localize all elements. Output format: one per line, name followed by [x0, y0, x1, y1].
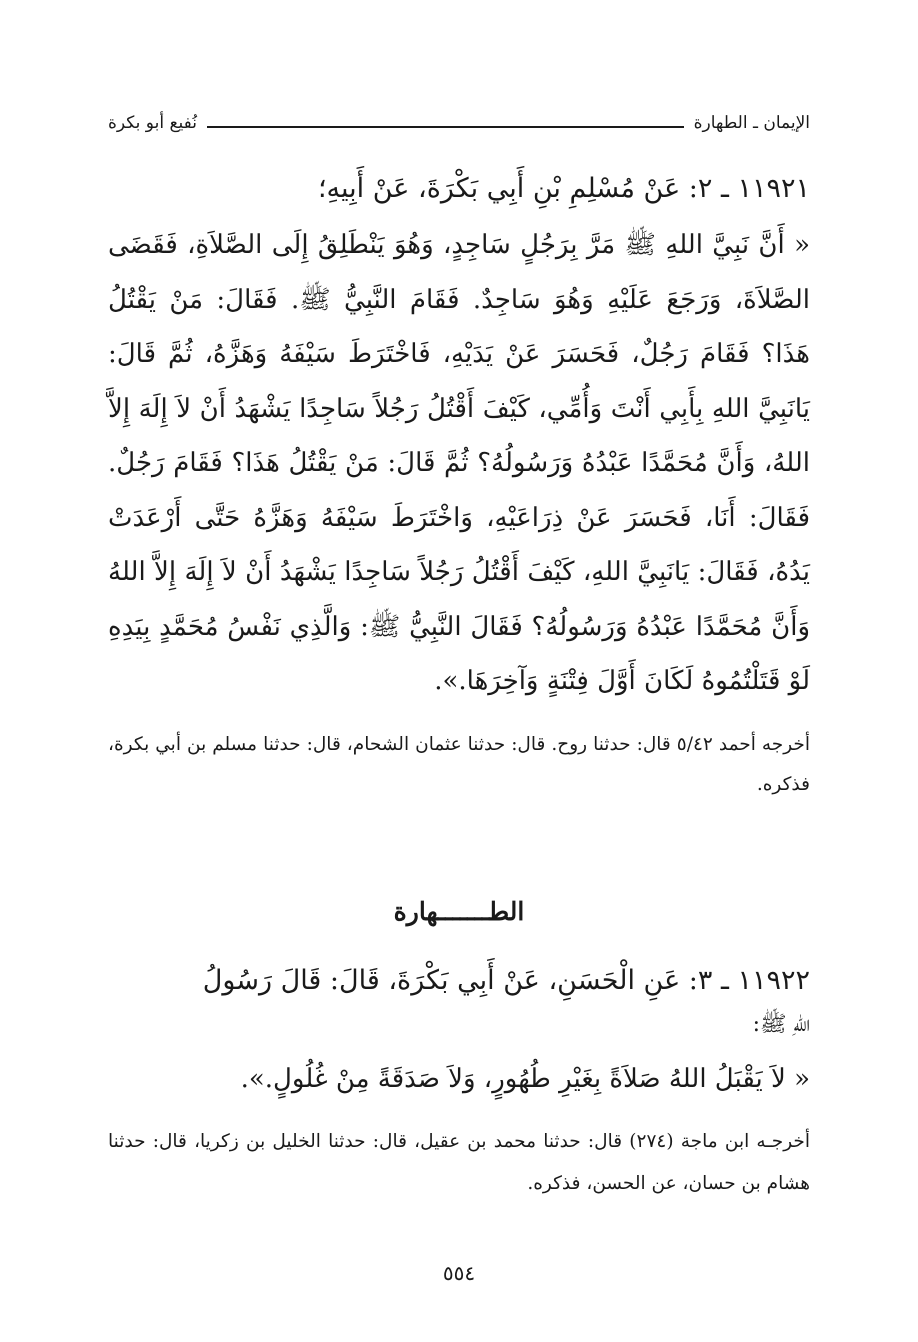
hadith-2-continuation: اللهِ ﷺ:	[752, 1011, 810, 1037]
header-rule	[207, 126, 684, 128]
hadith-1-matn: « أَنَّ نَبِيَّ اللهِ ﷺ مَرَّ بِرَجُلٍ سَاجِدٍ، وَهُوَ يَنْطَلِقُ إِلَى الصَّلاَةِ، فَقَضَى الصَّلاَةَ، وَرَجَعَ عَلَيْهِ وَهُوَ سَاجِدٌ. فَقَامَ النَّبِيُّ ﷺ. فَقَالَ: مَنْ يَقْتُلُ هَذَا؟ فَقَامَ رَجُلٌ، فَحَسَرَ عَنْ يَدَيْهِ، فَاخْتَرَطَ سَيْفَهُ وَهَزَّهُ، ثُمَّ قَالَ: يَانَبِيَّ اللهِ بِأَبِي أَنْتَ وَأُمِّي، كَيْفَ أَقْتُلُ رَجُلاً سَاجِدًا يَشْهَدُ أَنْ لاَ إِلَهَ إِلاَّ اللهُ، وَأَنَّ مُحَمَّدًا عَبْدُهُ وَرَسُولُهُ؟ ثُمَّ قَالَ: مَنْ يَقْتُلُ هَذَا؟ فَقَامَ رَجُلٌ. فَقَالَ: أَنَا، فَحَسَرَ عَنْ ذِرَاعَيْهِ، وَاخْتَرَطَ سَيْفَهُ وَهَزَّهُ حَتَّى أَرْعَدَتْ يَدُهُ، فَقَالَ: يَانَبِيَّ اللهِ، كَيْفَ أَقْتُلُ رَجُلاً سَاجِدًا يَشْهَدُ أَنْ لاَ إِلَهَ إِلاَّ اللهُ وَأَنَّ مُحَمَّدًا عَبْدُهُ وَرَسُولُهُ؟ فَقَالَ النَّبِيُّ ﷺ: وَالَّذِي نَفْسُ مُحَمَّدٍ بِيَدِهِ لَوْ قَتَلْتُمُوهُ لَكَانَ أَوَّلَ فِتْنَةٍ وَآخِرَهَا.».	[108, 230, 810, 696]
page-number: ٥٥٤	[442, 1261, 476, 1285]
running-header	[108, 108, 810, 138]
book-page	[108, 108, 810, 1205]
hadith-1-takhrij: أخرجه أحمد ٥/٤٢ قال: حدثنا روح. قال: حدثنا عثمان الشحام، قال: حدثنا مسلم بن أبي بكرة، فذكره.	[108, 733, 810, 795]
header-companion-name: نُفيع أبو بكرة	[108, 113, 197, 133]
hadith-2-takhrij: أخرجـه ابن ماجة (٢٧٤) قال: حدثنا محمد بن عقيل، قال: حدثنا الخليل بن زكريا، قال: حدثنا هشام بن حسان، عن الحسن، فذكره.	[108, 1130, 810, 1194]
header-chapter-title: الإيمان ـ الطهارة	[693, 113, 810, 133]
section-title: الطـــــــهارة	[393, 896, 525, 926]
hadith-1-text	[108, 218, 810, 709]
hadith-2-number-line: ١١٩٢٢ ـ ٣: عَنِ الْحَسَنِ، عَنْ أَبِي بَكْرَةَ، قَالَ: قَالَ رَسُولُ	[202, 964, 810, 996]
hadith-1-number-line: ١١٩٢١ ـ ٢: عَنْ مُسْلِمِ بْنِ أَبِي بَكْرَةَ، عَنْ أَبِيهِ؛	[317, 173, 810, 204]
hadith-2-matn: « لاَ يَقْبَلُ اللهُ صَلاَةً بِغَيْرِ طُهُورٍ، وَلاَ صَدَقَةً مِنْ غُلُولٍ.».	[240, 1063, 810, 1094]
